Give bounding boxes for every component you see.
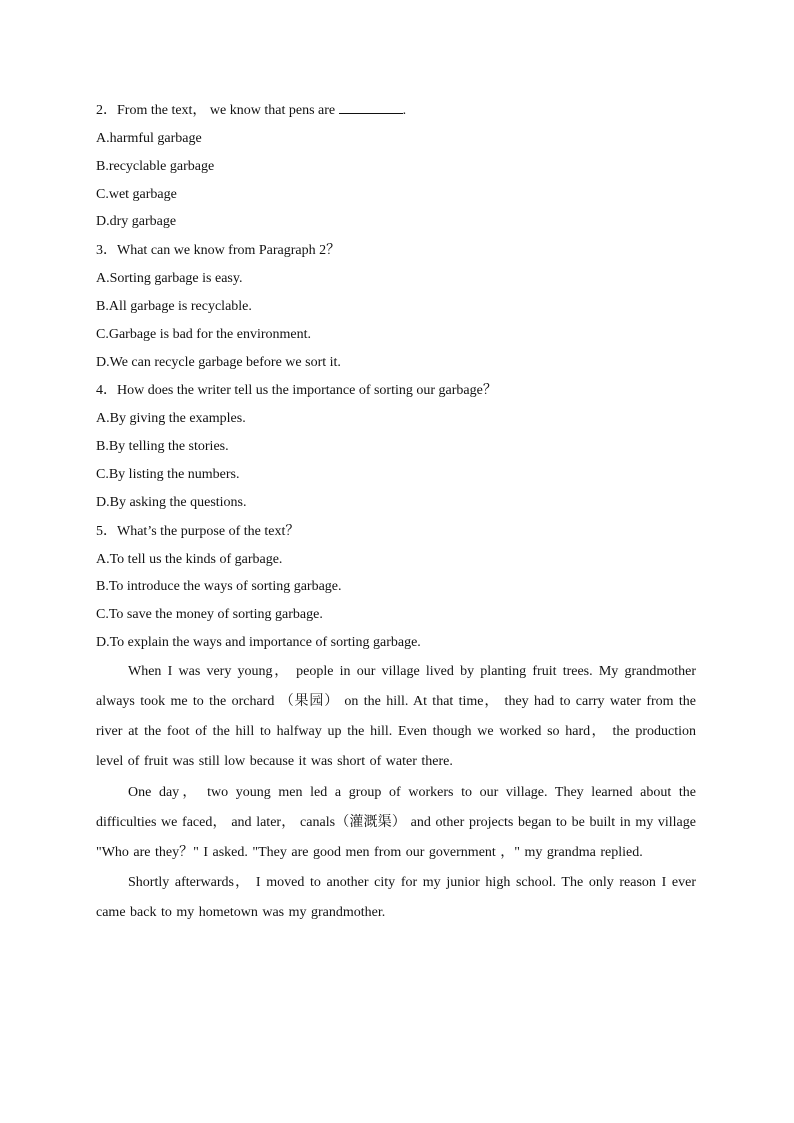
option: D.By asking the questions. [96,494,247,510]
answer-blank [339,99,403,114]
option: A.Sorting garbage is easy. [96,271,243,287]
question-5 [96,517,696,657]
passage-paragraph: When I was very young， people in our village lived by planting fruit trees. My grandmother always took me to the orchard （果园） on the hill. At that time， they had to carry water from the river at the foot of the hill to halfway up the hill. Even though we worked so hard， the production level of fruit was still low because it was short of water there. [96,663,696,770]
passage-paragraph: Shortly afterwards， I moved to another city for my junior high school. The only reason I ever came back to my hometown was my grandmother. [96,875,696,921]
stem-text: 2．From the text， we know that pens are [96,103,339,118]
option: A.harmful garbage [96,131,202,146]
document-page [96,96,696,929]
option: C.Garbage is bad for the environment. [96,326,311,342]
question-stem [96,96,696,125]
question-stem: 5．What’s the purpose of the text？ [96,523,300,539]
option: D.We can recycle garbage before we sort it. [96,354,341,370]
reading-passage [96,657,696,929]
option: C.By listing the numbers. [96,466,240,482]
option: B.By telling the stories. [96,439,229,455]
option: C.wet garbage [96,186,177,202]
passage-paragraph: One day， two young men led a group of workers to our village. They learned about the difficulties we faced， and later， canals（灌溉渠） and other projects began to be built in my village "Who are they？" I asked. "They are good men from our government ，" my grandma replied. [96,784,696,860]
stem-suffix: . [402,103,407,118]
option: D.To explain the ways and importance of sorting garbage. [96,634,421,650]
option: A.To tell us the kinds of garbage. [96,551,283,567]
option: B.To introduce the ways of sorting garbage. [96,579,342,595]
question-4 [96,376,696,516]
option: C.To save the money of sorting garbage. [96,607,323,623]
question-3 [96,236,696,376]
question-2 [96,96,696,236]
option: B.recyclable garbage [96,158,215,174]
question-stem: 4．How does the writer tell us the importance of sorting our garbage？ [96,383,497,399]
option: D.dry garbage [96,214,177,230]
option: A.By giving the examples. [96,411,246,427]
option: B.All garbage is recyclable. [96,298,252,314]
question-stem: 3．What can we know from Paragraph 2？ [96,243,341,259]
